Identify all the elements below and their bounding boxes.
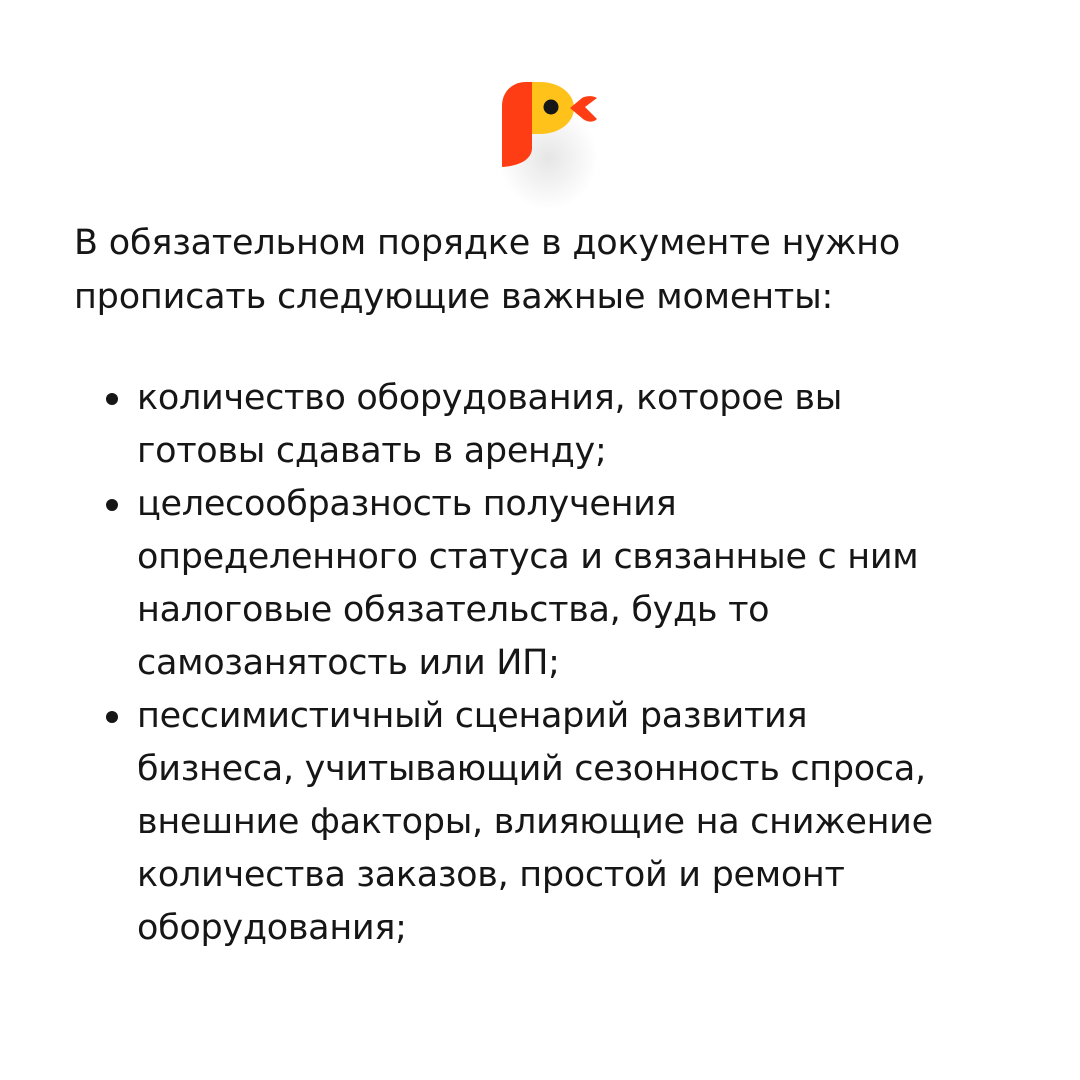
list-item-line: бизнеса, учитывающий сезонность спроса,: [137, 749, 926, 789]
parrot-logo-icon: [484, 70, 624, 210]
list-item: [0, 690, 1080, 955]
bullet-icon: [106, 711, 118, 723]
list-item-line: самозанятость или ИП;: [137, 643, 560, 683]
bullet-icon: [106, 499, 118, 511]
list-item-line: оборудования;: [137, 908, 407, 948]
list-item-line: пессимистичный сценарий развития: [137, 696, 808, 736]
requirements-list: [0, 372, 1080, 955]
list-item-line: количества заказов, простой и ремонт: [137, 855, 845, 895]
logo-red-body: [502, 82, 532, 167]
list-item-line: налоговые обязательства, будь то: [137, 590, 770, 630]
list-item: [0, 372, 1080, 478]
logo-eye: [544, 100, 559, 115]
list-item-line: готовы сдавать в аренду;: [137, 431, 607, 471]
intro-line-1: В обязательном порядке в документе нужно: [74, 223, 901, 263]
list-item-line: целесообразность получения: [137, 484, 677, 524]
parrot-logo-svg: [484, 70, 624, 210]
list-item-line: определенного статуса и связанные с ним: [137, 537, 919, 577]
bullet-icon: [106, 393, 118, 405]
list-item-line: количество оборудования, которое вы: [137, 378, 843, 418]
intro-line-2: прописать следующие важные моменты:: [74, 277, 834, 317]
list-item: [0, 478, 1080, 690]
list-item-line: внешние факторы, влияющие на снижение: [137, 802, 933, 842]
intro-paragraph: [74, 216, 1034, 324]
